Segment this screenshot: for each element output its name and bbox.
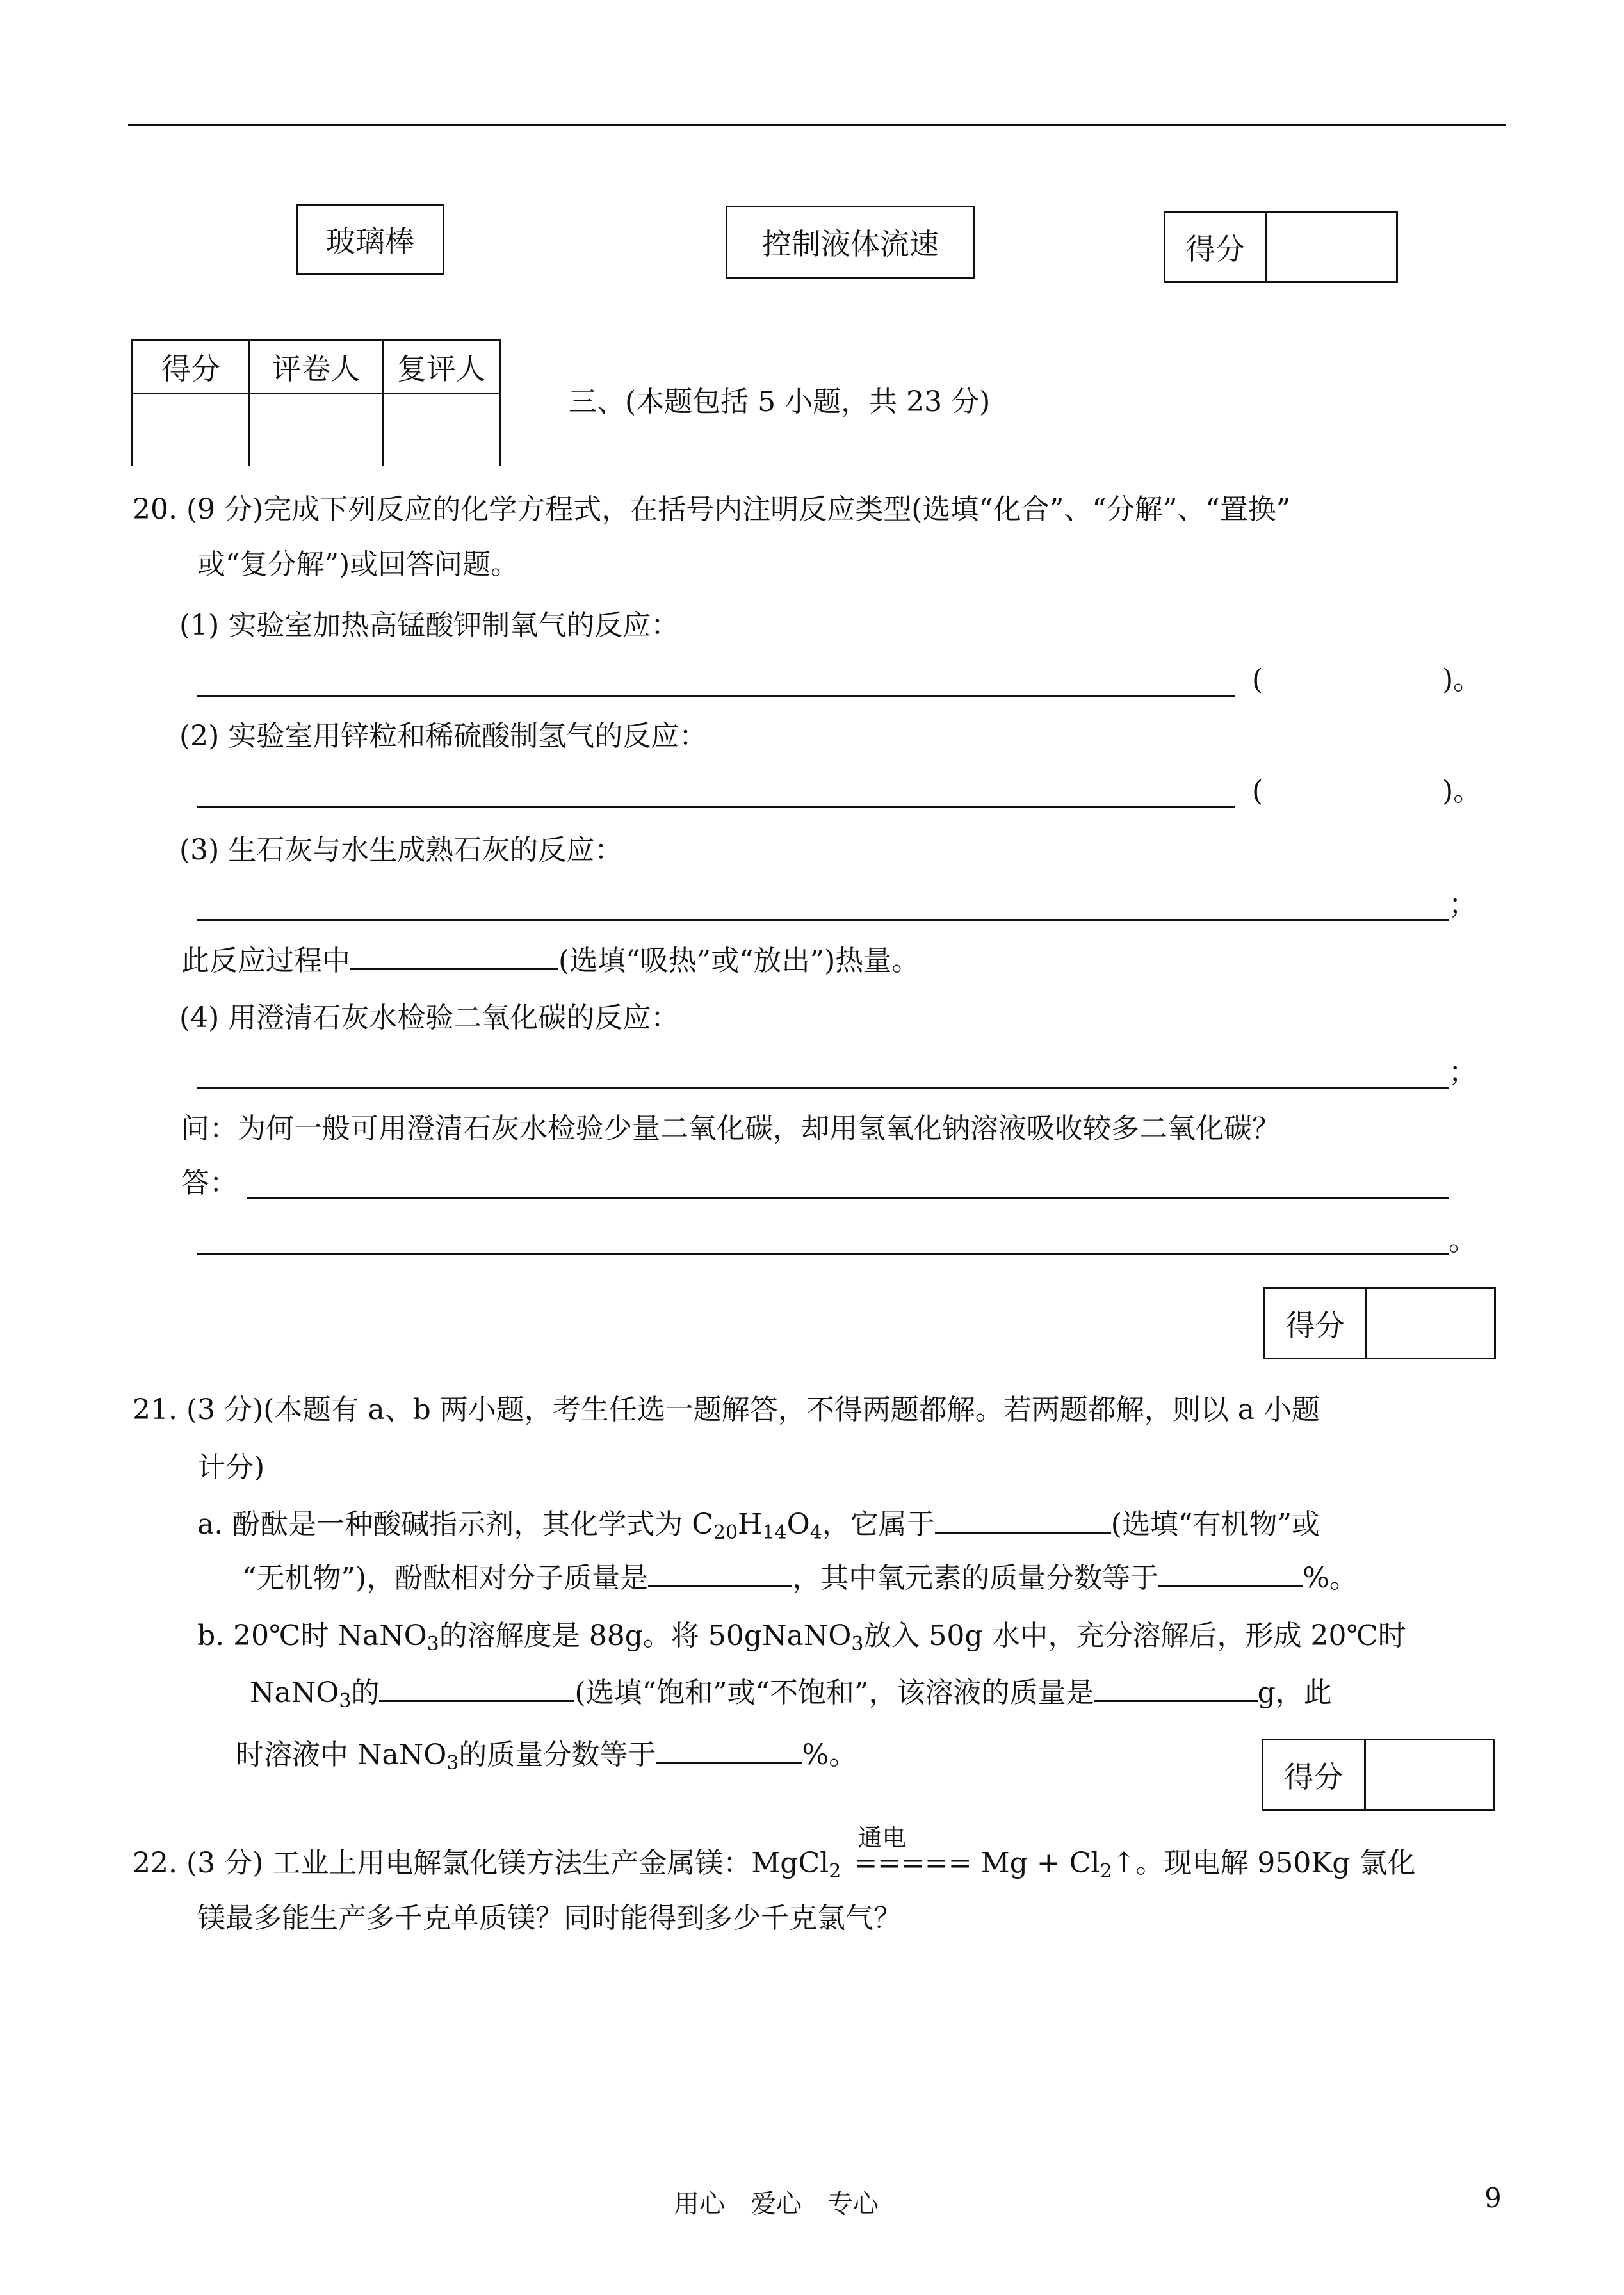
q20-heat-blank[interactable] — [350, 940, 558, 970]
q20-part3-semicolon: ； — [1449, 888, 1477, 921]
q21-b-sub-4: 3 — [446, 1752, 459, 1774]
q22-line1-post: ↑。现电解 950Kg 氯化 — [1112, 1847, 1416, 1879]
score-box-2-label: 得分 — [1265, 1289, 1367, 1358]
score-box-2-value[interactable] — [1367, 1289, 1494, 1358]
q21-a-line2-tail: %。 — [1303, 1562, 1358, 1594]
grade-header-score: 得分 — [133, 341, 250, 394]
score-box-1-value[interactable] — [1267, 213, 1396, 281]
q21-b-line1 — [197, 1617, 1406, 1655]
grade-cell-score[interactable] — [133, 394, 250, 467]
q20-part3-heat-line — [181, 940, 920, 980]
grade-header-reviewer: 复评人 — [383, 341, 500, 394]
grade-cell-grader[interactable] — [250, 394, 383, 467]
q20-part2-answer-line[interactable] — [197, 806, 1235, 808]
q20-part1-paren-close: )。 — [1442, 663, 1482, 696]
q21-b-line2 — [250, 1672, 1332, 1712]
page-number: 9 — [1484, 2182, 1502, 2214]
q21-b-line3-tail: %。 — [802, 1739, 857, 1771]
q20-part2: (2) 实验室用锌粒和稀硫酸制氢气的反应： — [179, 720, 708, 752]
q20-answer-label: 答： — [181, 1167, 238, 1199]
q21-b-sub-3: 3 — [339, 1690, 352, 1712]
q21-a-line1-tail: (选填“有机物”或 — [1110, 1508, 1320, 1541]
q20-answer-line-2[interactable] — [197, 1253, 1449, 1255]
score-box-1 — [1164, 211, 1398, 283]
q22-line1-mid: Mg + Cl — [971, 1847, 1100, 1879]
q20-part2-paren-open: ( — [1252, 775, 1263, 807]
q20-part4-semicolon: ； — [1449, 1056, 1477, 1089]
q20-part3-heat-post: (选填“吸热”或“放出”)热量。 — [558, 945, 920, 977]
answer-box-glass-rod — [296, 204, 444, 275]
q21-a-line2 — [242, 1557, 1358, 1598]
grade-table — [131, 339, 501, 466]
q21-b-line1-post: 放入 50g 水中，充分溶解后，形成 20℃时 — [863, 1619, 1406, 1652]
q21-a-line1-post: ，它属于 — [822, 1508, 935, 1541]
q21-b-mass-blank[interactable] — [1094, 1672, 1258, 1702]
score-box-1-label: 得分 — [1165, 213, 1267, 281]
q22-line1 — [133, 1824, 1416, 1883]
q21-b-line3-pre: 时溶液中 NaNO — [236, 1739, 447, 1771]
q22-sub-cl: 2 — [1100, 1860, 1112, 1883]
q21-b-line2-tail: g，此 — [1257, 1676, 1332, 1709]
score-box-3-label: 得分 — [1263, 1740, 1366, 1809]
q21-b-line3 — [236, 1734, 857, 1774]
q21-b-fraction-blank[interactable] — [656, 1734, 802, 1764]
q21-b-line3-mid: 的质量分数等于 — [459, 1739, 656, 1771]
q20-part4: (4) 用澄清石灰水检验二氧化碳的反应： — [179, 1002, 679, 1034]
q21-b-line2-pre: NaNO — [250, 1676, 339, 1709]
q21-b-line2-mid: 的 — [351, 1676, 380, 1709]
q21-a-line1 — [197, 1504, 1320, 1544]
header-rule — [128, 124, 1506, 126]
section-title: 三、(本题包括 5 小题，共 23 分) — [569, 385, 991, 418]
q20-question: 问：为何一般可用澄清石灰水检验少量二氧化碳，却用氢氧化钠溶液吸收较多二氧化碳？ — [181, 1112, 1280, 1145]
q21-a-sub-h: 14 — [762, 1521, 787, 1544]
q22-condition: 通电 — [857, 1824, 907, 1852]
q20-part3-answer-line[interactable] — [197, 919, 1449, 921]
q21-b-saturated-blank[interactable] — [379, 1672, 574, 1702]
q21-line2: 计分) — [197, 1451, 265, 1484]
q22-line1-pre: 22. (3 分) 工业上用电解氯化镁方法生产金属镁：MgCl — [133, 1847, 829, 1879]
q21-a-line2-mid: ，其中氧元素的质量分数等于 — [792, 1562, 1159, 1594]
q22-sub-mg: 2 — [829, 1860, 841, 1883]
q20-part1-paren-open: ( — [1252, 663, 1263, 696]
q21-b-line1-mid: 的溶解度是 88g。将 50gNaNO — [439, 1619, 852, 1652]
q20-answer-period: 。 — [1449, 1224, 1477, 1257]
q21-a-mass-blank[interactable] — [648, 1557, 792, 1587]
grade-cell-reviewer[interactable] — [383, 394, 500, 467]
q20-answer-line-1[interactable] — [247, 1197, 1449, 1199]
q21-b-sub-1: 3 — [426, 1633, 439, 1655]
q21-a-sub-c: 20 — [713, 1521, 738, 1544]
q22-line2: 镁最多能生产多千克单质镁？同时能得到多少千克氯气？ — [197, 1902, 902, 1934]
answer-box-control-flow-text: 控制液体流速 — [762, 227, 939, 261]
q21-b-line1-pre: b. 20℃时 NaNO — [197, 1619, 427, 1652]
q21-b-sub-2: 3 — [851, 1633, 864, 1655]
answer-box-glass-rod-text: 玻璃棒 — [326, 224, 414, 259]
q21-a-sub-o: 4 — [809, 1521, 822, 1544]
q21-a-h: H — [738, 1508, 763, 1541]
q21-a-organic-blank[interactable] — [935, 1504, 1111, 1534]
q21-a-line1-pre: a. 酚酞是一种酸碱指示剂，其化学式为 C — [197, 1508, 713, 1541]
q20-part1-answer-line[interactable] — [197, 695, 1235, 697]
q20-part3-heat-pre: 此反应过程中 — [181, 945, 350, 977]
answer-box-control-flow — [726, 206, 975, 279]
q20-part2-paren-close: )。 — [1442, 775, 1482, 807]
grade-header-grader: 评卷人 — [250, 341, 383, 394]
q21-line1: 21. (3 分)(本题有 a、b 两小题，考生任选一题解答，不得两题都解。若两题都解，则以 a 小题 — [133, 1393, 1320, 1426]
q20-line2: 或“复分解”)或回答问题。 — [197, 548, 519, 581]
q20-part1: (1) 实验室加热高锰酸钾制氧气的反应： — [179, 609, 679, 642]
q20-part3: (3) 生石灰与水生成熟石灰的反应： — [179, 834, 623, 866]
q20-part4-answer-line[interactable] — [197, 1087, 1449, 1089]
q21-b-line2-mid2: (选填“饱和”或“不饱和”，该溶液的质量是 — [574, 1676, 1094, 1709]
score-box-3-value[interactable] — [1366, 1740, 1493, 1809]
footer-slogan: 用心 爱心 专心 — [674, 2189, 879, 2219]
q21-a-fraction-blank[interactable] — [1158, 1557, 1303, 1587]
q22-reaction-arrow — [854, 1824, 972, 1883]
q20-line1: 20. (9 分)完成下列反应的化学方程式，在括号内注明反应类型(选填“化合”、“分解”、“置换” — [133, 493, 1291, 526]
q21-a-line2-pre: “无机物”)，酚酞相对分子质量是 — [242, 1562, 649, 1594]
q22-equals: ===== — [854, 1847, 972, 1879]
score-box-3 — [1262, 1739, 1495, 1811]
q21-a-o: O — [786, 1508, 810, 1541]
score-box-2 — [1263, 1287, 1496, 1359]
